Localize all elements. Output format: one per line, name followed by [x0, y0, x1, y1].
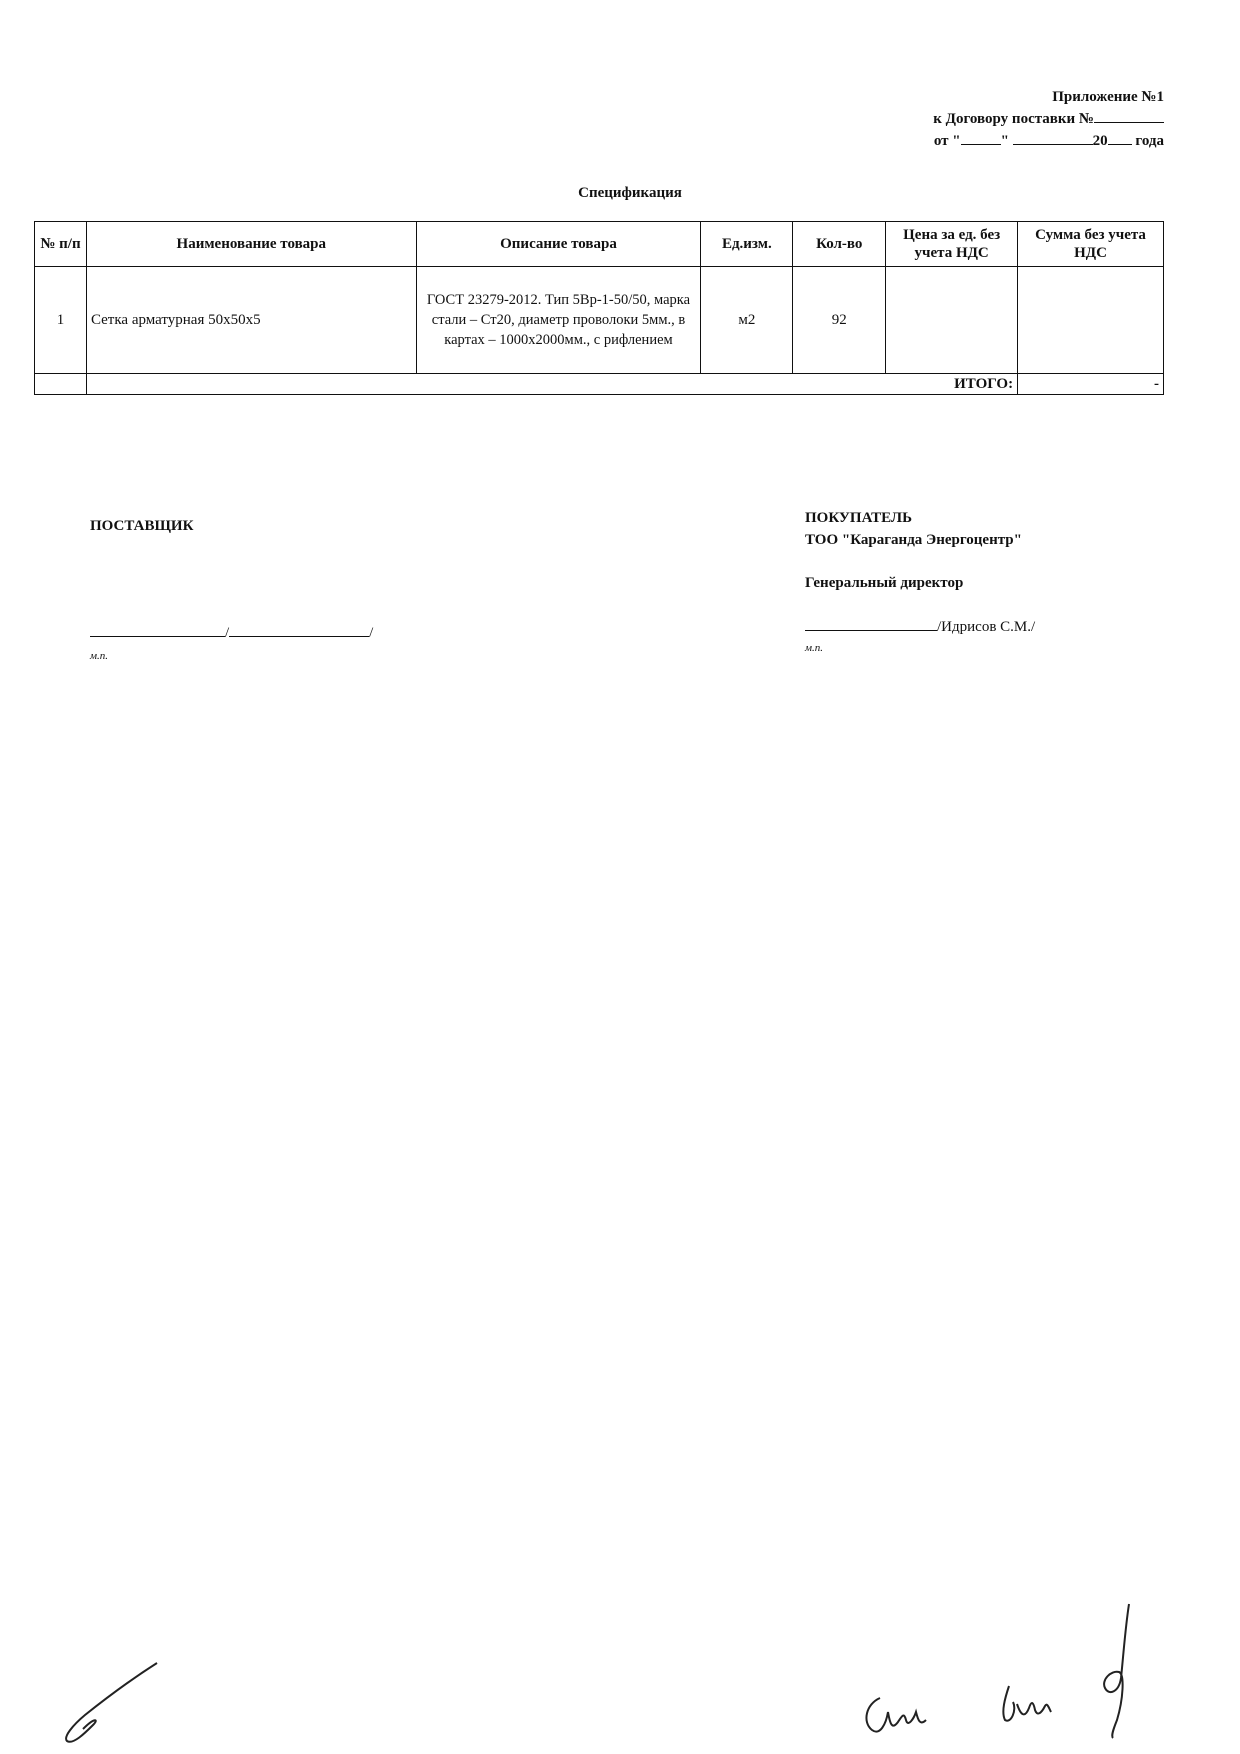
buyer-stamp-label: м.п.	[805, 642, 824, 654]
supplier-stamp-label: м.п.	[90, 650, 109, 662]
handwritten-initial-1	[860, 1690, 930, 1745]
annex-contract-prefix: к Договору поставки №	[933, 111, 1094, 127]
cell-price	[886, 267, 1018, 374]
date-suffix: года	[1135, 133, 1164, 149]
header-price: Цена за ед. без учета НДС	[886, 222, 1018, 267]
header-qty: Кол-во	[793, 222, 886, 267]
supplier-separator-2: /	[369, 625, 374, 641]
supplier-signature-line	[90, 622, 373, 642]
specification-table	[34, 221, 1164, 395]
total-empty-num	[35, 374, 87, 395]
handwritten-initial-2	[995, 1680, 1055, 1730]
buyer-signature-line	[805, 616, 1035, 636]
annex-date-line	[933, 130, 1164, 152]
total-label: ИТОГО:	[86, 374, 1017, 395]
page-title: Спецификация	[578, 185, 682, 201]
year-prefix: 20	[1092, 133, 1108, 149]
buyer-signature-blank	[805, 616, 937, 631]
supplier-heading: ПОСТАВЩИК	[90, 518, 194, 534]
cell-sum	[1018, 267, 1164, 374]
day-blank	[961, 130, 1001, 145]
cell-desc: ГОСТ 23279-2012. Тип 5Вр-1-50/50, марка стали – Ст20, диаметр проволоки 5мм., в картах – 1000х2000мм., с рифлением	[416, 267, 701, 374]
header-sum: Сумма без учета НДС	[1018, 222, 1164, 267]
annex-title: Приложение №1	[1052, 89, 1164, 105]
contract-number-blank	[1094, 108, 1164, 123]
date-quote: "	[1000, 133, 1009, 149]
supplier-name-blank	[229, 622, 369, 637]
cell-qty: 92	[793, 267, 886, 374]
annex-contract-line	[933, 108, 1164, 130]
header-name: Наименование товара	[86, 222, 416, 267]
buyer-position: Генеральный директор	[805, 575, 964, 591]
header-num: № п/п	[35, 222, 87, 267]
handwritten-initial-3	[1095, 1600, 1145, 1740]
buyer-signatory: /Идрисов С.М./	[937, 619, 1036, 635]
date-prefix: от "	[933, 133, 961, 149]
buyer-organization: ТОО "Караганда Энергоцентр"	[805, 532, 1022, 548]
cell-name: Сетка арматурная 50х50х5	[86, 267, 416, 374]
total-row	[35, 374, 1164, 395]
annex-header	[933, 86, 1164, 152]
header-unit: Ед.изм.	[701, 222, 793, 267]
handwritten-initial-left	[55, 1655, 165, 1750]
supplier-separator-1: /	[225, 625, 230, 641]
month-blank	[1013, 130, 1093, 145]
table-header-row	[35, 222, 1164, 267]
buyer-heading: ПОКУПАТЕЛЬ	[805, 510, 913, 526]
total-value: -	[1018, 374, 1164, 395]
year-blank	[1108, 130, 1132, 145]
cell-num: 1	[35, 267, 87, 374]
header-desc: Описание товара	[416, 222, 701, 267]
supplier-signature-blank	[90, 622, 225, 637]
cell-unit: м2	[701, 267, 793, 374]
table-row	[35, 267, 1164, 374]
